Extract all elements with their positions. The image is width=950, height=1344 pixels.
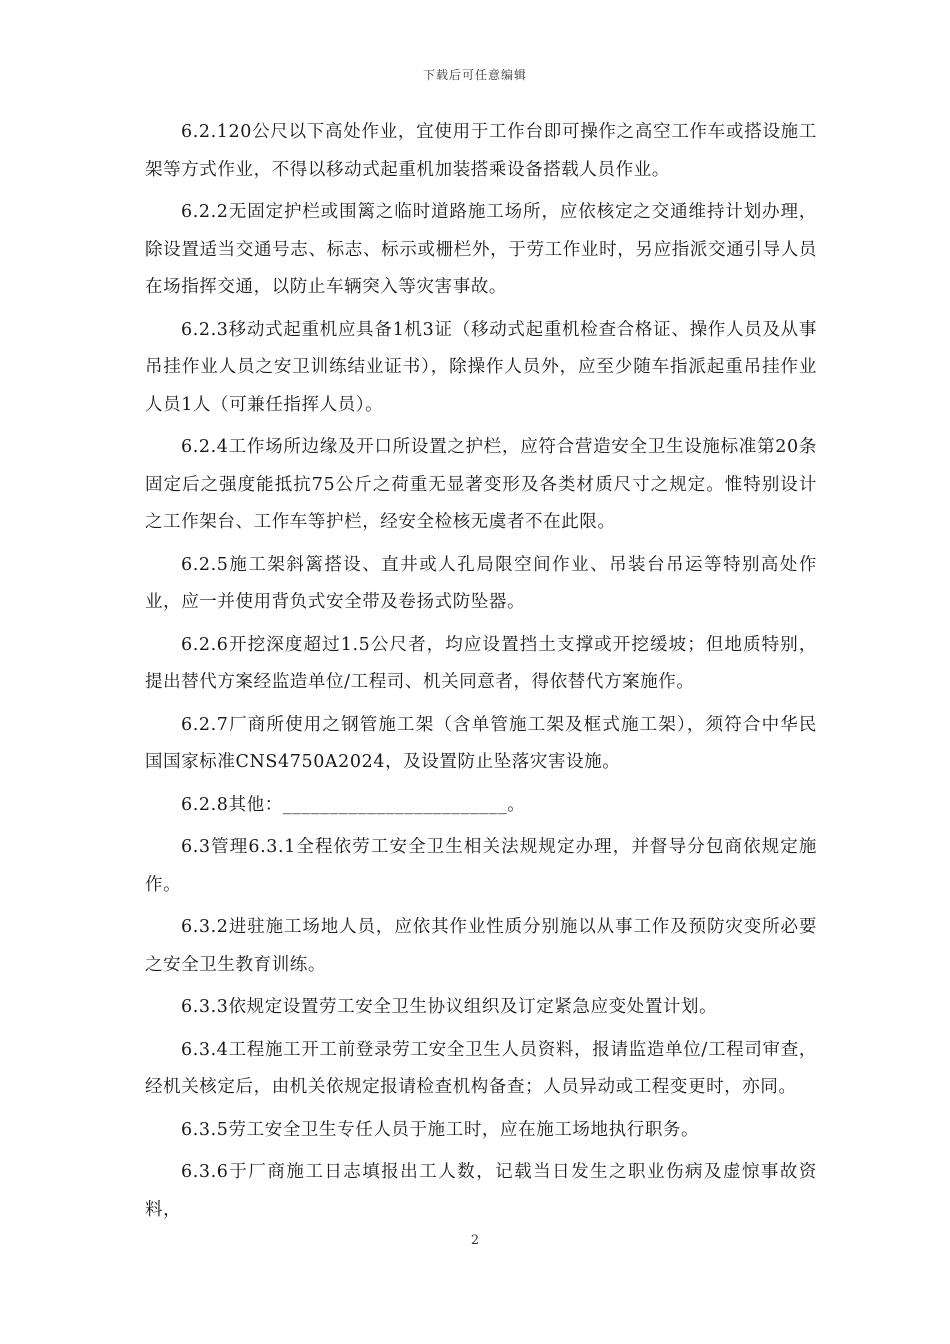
paragraph-6-2-4: 6.2.4工作场所边缘及开口所设置之护栏，应符合营造安全卫生设施标准第20条固定后之强度能抵抗75公斤之荷重无显著变形及各类材质尺寸之规定。惟特别设计之工作架台、工作车等护栏，经安全检核无虞者不在此限。 — [145, 437, 817, 532]
document-body — [145, 114, 817, 1234]
paragraph-6-2-1: 6.2.120公尺以下高处作业，宜使用于工作台即可操作之高空工作车或搭设施工架等方式作业，不得以移动式起重机加装搭乘设备搭载人员作业。 — [145, 122, 817, 180]
paragraph-6-3-2: 6.3.2进驻施工场地人员，应依其作业性质分别施以从事工作及预防灾变所必要之安全卫生教育训练。 — [145, 917, 817, 975]
paragraph-6-3-5: 6.3.5劳工安全卫生专任人员于施工时，应在施工场地执行职务。 — [181, 1119, 700, 1140]
header-note: 下载后可任意编辑 — [422, 68, 527, 82]
paragraph-6-3-3: 6.3.3依规定设置劳工安全卫生协议组织及订定紧急应变处置计划。 — [181, 997, 718, 1017]
paragraph-6-3-4: 6.3.4工程施工开工前登录劳工安全卫生人员资料，报请监造单位/工程司审查，经机关核定后，由机关依规定报请检查机构备查；人员异动或工程变更时，亦同。 — [145, 1039, 817, 1097]
paragraph-6-3-1: 6.3管理6.3.1全程依劳工安全卫生相关法规规定办理，并督导分包商依规定施作。 — [145, 837, 817, 895]
paragraph-6-2-2: 6.2.2无固定护栏或围篱之临时道路施工场所，应依核定之交通维持计划办理，除设置适当交通号志、标志、标示或栅栏外，于劳工作业时，另应指派交通引导人员在场指挥交通，以防止车辆突入等灾害事故。 — [145, 202, 817, 297]
paragraph-6-2-5: 6.2.5施工架斜篱搭设、直井或人孔局限空间作业、吊装台吊运等特别高处作业，应一并使用背负式安全带及卷扬式防坠器。 — [145, 554, 817, 612]
paragraph-6-2-3: 6.2.3移动式起重机应具备1机3证（移动式起重机检查合格证、操作人员及从事吊挂作业人员之安卫训练结业证书），除操作人员外，应至少随车指派起重吊挂作业人员1人（可兼任指挥人员）。 — [145, 319, 817, 415]
paragraph-6-3-6: 6.3.6于厂商施工日志填报出工人数，记载当日发生之职业伤病及虚惊事故资料， — [145, 1162, 817, 1220]
paragraph-6-2-7: 6.2.7厂商所使用之钢管施工架（含单管施工架及框式施工架），须符合中华民国国家标准CNS4750A2024，及设置防止坠落灾害设施。 — [145, 714, 817, 772]
paragraph-6-2-6: 6.2.6开挖深度超过1.5公尺者，均应设置挡土支撑或开挖缓坡；但地质特别，提出替代方案经监造单位/工程司、机关同意者，得依替代方案施作。 — [145, 634, 817, 692]
page-number: 2 — [470, 1233, 480, 1248]
paragraph-6-2-8: 6.2.8其他：________________________。 — [181, 794, 526, 815]
